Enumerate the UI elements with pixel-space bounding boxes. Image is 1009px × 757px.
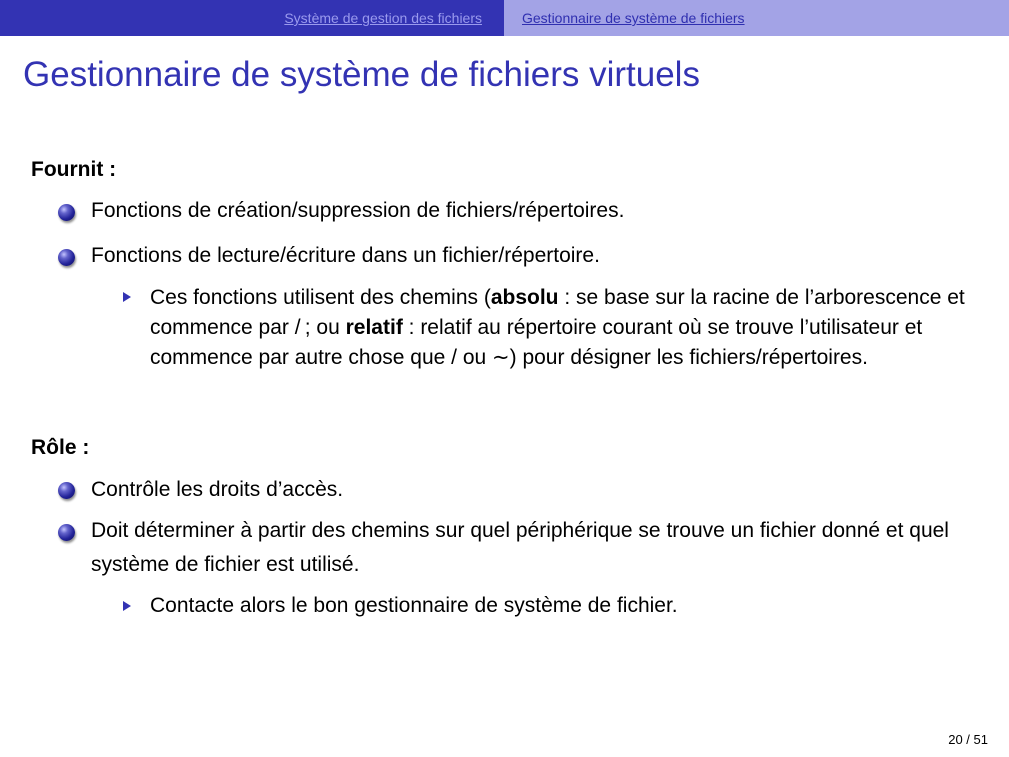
header-nav-bar [0,0,1009,36]
fournit-subitem [150,283,970,373]
nav-link-section[interactable]: Système de gestion des fichiers [284,10,482,26]
role-subitem: Contacte alors le bon gestionnaire de système de fichier. [150,594,678,617]
term-absolu: absolu [490,286,559,309]
subitem-text-part-2: : se base sur la racine de l’arborescence et commence par / ; ou [150,286,965,339]
ball-bullet-icon [58,524,75,541]
triangle-bullet-icon [123,601,131,611]
subitem-text-part-1: Ces fonctions utilisent des chemins ( [150,286,491,309]
slide-title: Gestionnaire de système de fichiers virtuels [23,55,700,94]
nav-subsection-panel [504,0,1009,36]
role-item-1: Contrôle les droits d’accès. [91,478,344,501]
fournit-item-2: Fonctions de lecture/écriture dans un fichier/répertoire. [91,244,600,267]
role-heading: Rôle : [31,436,90,459]
page-counter: 20 / 51 [948,732,988,747]
fournit-heading: Fournit : [31,158,117,181]
nav-link-subsection[interactable]: Gestionnaire de système de fichiers [522,10,745,26]
nav-section-panel [0,0,504,36]
role-item-2: Doit déterminer à partir des chemins sur quel périphérique se trouve un fichier donné et quel système de fichier est utilisé. [91,519,949,576]
subitem-text-part-3: : relatif au répertoire courant où se trouve l’utilisateur et commence par autre chose que / ou ∼) pour désigner les fichiers/répertoires. [150,316,923,369]
term-relatif: relatif [345,316,403,339]
ball-bullet-icon [58,482,75,499]
ball-bullet-icon [58,204,75,221]
ball-bullet-icon [58,249,75,266]
fournit-item-1: Fonctions de création/suppression de fichiers/répertoires. [91,199,625,222]
triangle-bullet-icon [123,292,131,302]
